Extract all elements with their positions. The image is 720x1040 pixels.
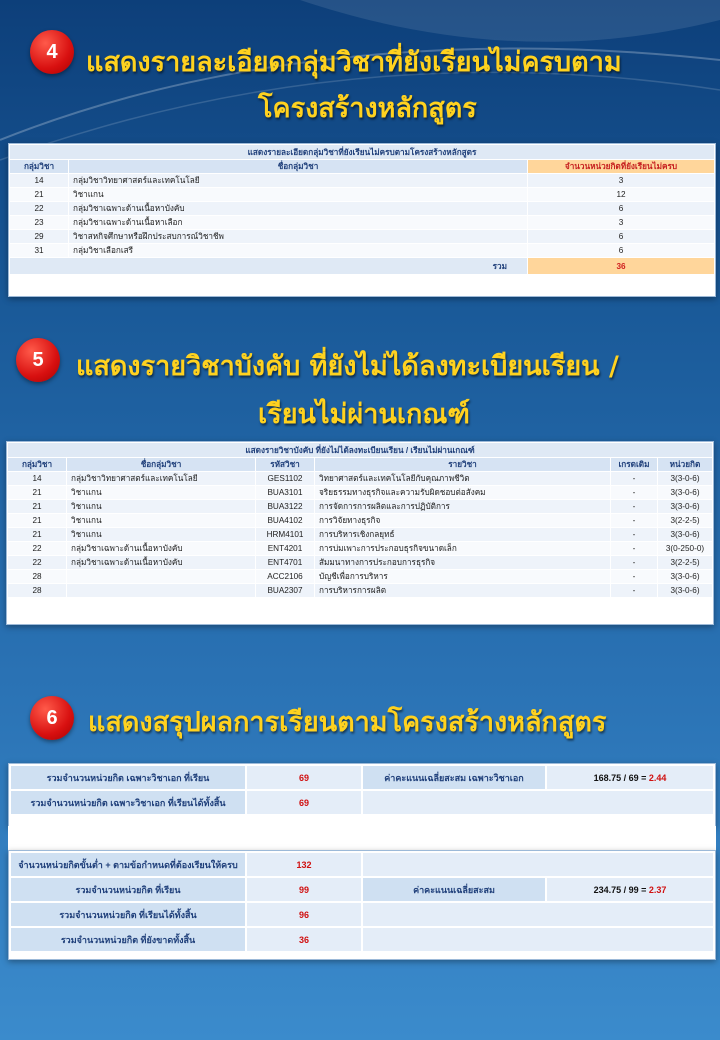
gpa-cell: [547, 878, 713, 901]
table-row: [8, 514, 712, 527]
passed-credits-label: รวมจำนวนหน่วยกิต ที่เรียนได้ทั้งสิ้น: [11, 903, 245, 926]
section-number-badge: 4: [30, 30, 74, 74]
cell-group: 22: [8, 542, 66, 555]
cell-credits: 12: [528, 188, 714, 201]
cell-group: 28: [8, 570, 66, 583]
column-header-grade: เกรดเดิม: [611, 458, 657, 471]
table-row: [8, 500, 712, 513]
cell-course: การบริหารเชิงกลยุทธ์: [315, 528, 610, 541]
cell-course: การบ่มเพาะการประกอบธุรกิจขนาดเล็ก: [315, 542, 610, 555]
cell-credit: 3(3-0-6): [658, 584, 712, 597]
table-row: [8, 584, 712, 597]
column-header-course: รายวิชา: [315, 458, 610, 471]
table-row: [10, 230, 714, 243]
table-row: [8, 570, 712, 583]
cell-course: วิทยาศาสตร์และเทคโนโลยีกับคุณภาพชีวิต: [315, 472, 610, 485]
column-header-group-name: ชื่อกลุ่มวิชา: [67, 458, 255, 471]
cell-code: HRM4101: [256, 528, 314, 541]
major-passed-value: 69: [247, 791, 361, 814]
empty-cell: [363, 903, 713, 926]
table-row: [10, 244, 714, 257]
cell-group: 31: [10, 244, 68, 257]
cell-grade: -: [611, 472, 657, 485]
section-4-header: [0, 0, 720, 140]
cell-group-name: วิชาแกน: [67, 528, 255, 541]
cell-code: BUA3122: [256, 500, 314, 513]
cell-credit: 3(3-0-6): [658, 472, 712, 485]
column-header-group: กลุ่มวิชา: [8, 458, 66, 471]
required-courses-panel: [6, 441, 714, 625]
cell-course: การวิจัยทางธุรกิจ: [315, 514, 610, 527]
cell-code: ENT4201: [256, 542, 314, 555]
cell-credit: 3(3-0-6): [658, 500, 712, 513]
total-label: รวม: [10, 258, 527, 274]
cell-group-name: กลุ่มวิชาวิทยาศาสตร์และเทคโนโลยี: [67, 472, 255, 485]
overall-summary-table: [9, 851, 715, 953]
empty-cell: [363, 853, 713, 876]
column-header-group: กลุ่มวิชา: [10, 160, 68, 173]
cell-group-name: กลุ่มวิชาเฉพาะด้านเนื้อหาบังคับ: [67, 542, 255, 555]
table-caption: แสดงรายวิชาบังคับ ที่ยังไม่ได้ลงทะเบียนเรียน / เรียนไม่ผ่านเกณฑ์: [8, 443, 712, 457]
cell-code: BUA2307: [256, 584, 314, 597]
table-row: [8, 542, 712, 555]
major-gpa-label: ค่าคะแนนเฉลี่ยสะสม เฉพาะวิชาเอก: [363, 766, 545, 789]
section-title: แสดงรายวิชาบังคับ ที่ยังไม่ได้ลงทะเบียนเรียน /: [76, 351, 619, 382]
cell-group-name: วิชาสหกิจศึกษาหรือฝึกประสบการณ์วิชาชีพ: [69, 230, 527, 243]
credits-missing-table: [9, 144, 715, 275]
cell-group-name: วิชาแกน: [67, 500, 255, 513]
cell-code: BUA3101: [256, 486, 314, 499]
cell-grade: -: [611, 542, 657, 555]
cell-credit: 3(3-0-6): [658, 528, 712, 541]
cell-group: 21: [8, 528, 66, 541]
section-title-line2: เรียนไม่ผ่านเกณฑ์: [258, 399, 470, 430]
cell-grade: -: [611, 528, 657, 541]
cell-code: GES1102: [256, 472, 314, 485]
cell-credits: 6: [528, 244, 714, 257]
cell-code: ENT4701: [256, 556, 314, 569]
table-row: [8, 486, 712, 499]
table-row: [10, 188, 714, 201]
cell-group: 28: [8, 584, 66, 597]
table-row: [8, 472, 712, 485]
table-row: [8, 556, 712, 569]
missing-credits-label: รวมจำนวนหน่วยกิต ที่ยังขาดทั้งสิ้น: [11, 928, 245, 951]
cell-group-name: [67, 570, 255, 583]
table-row: [8, 528, 712, 541]
summary-panel-overall: [8, 850, 716, 960]
total-row: [10, 258, 714, 274]
table-caption: แสดงรายละเอียดกลุ่มวิชาที่ยังเรียนไม่ครบตามโครงสร้างหลักสูตร: [10, 145, 714, 159]
section-number-badge: 5: [16, 338, 60, 382]
cell-grade: -: [611, 556, 657, 569]
credits-missing-panel: [8, 143, 716, 297]
cell-group-name: กลุ่มวิชาเฉพาะด้านเนื้อหาบังคับ: [67, 556, 255, 569]
gpa-label: ค่าคะแนนเฉลี่ยสะสม: [363, 878, 545, 901]
cell-group-name: วิชาแกน: [67, 486, 255, 499]
column-header-group-name: ชื่อกลุ่มวิชา: [69, 160, 527, 173]
cell-group: 21: [8, 500, 66, 513]
cell-credits: 3: [528, 174, 714, 187]
total-credits-value: 99: [247, 878, 361, 901]
table-row: [10, 216, 714, 229]
cell-grade: -: [611, 514, 657, 527]
major-gpa-value: 2.44: [648, 772, 667, 783]
cell-credit: 3(2-2-5): [658, 556, 712, 569]
cell-group-name: [67, 584, 255, 597]
table-row: [10, 174, 714, 187]
section-title: แสดงสรุปผลการเรียนตามโครงสร้างหลักสูตร: [88, 707, 607, 738]
cell-grade: -: [611, 486, 657, 499]
cell-group-name: กลุ่มวิชาเฉพาะด้านเนื้อหาบังคับ: [69, 202, 527, 215]
cell-group: 23: [10, 216, 68, 229]
section-6-header: [0, 690, 720, 750]
cell-grade: -: [611, 500, 657, 513]
cell-group: 21: [10, 188, 68, 201]
total-value: 36: [528, 258, 714, 274]
cell-group: 21: [8, 514, 66, 527]
cell-group-name: วิชาแกน: [69, 188, 527, 201]
major-summary-table: [9, 764, 715, 816]
summary-divider: [8, 826, 716, 851]
column-header-credits: จำนวนหน่วยกิตที่ยังเรียนไม่ครบ: [528, 160, 714, 173]
empty-cell: [363, 791, 713, 814]
passed-credits-value: 96: [247, 903, 361, 926]
cell-credit: 3(3-0-6): [658, 486, 712, 499]
cell-credit: 3(3-0-6): [658, 570, 712, 583]
cell-credits: 6: [528, 230, 714, 243]
major-total-value: 69: [247, 766, 361, 789]
required-courses-table: [7, 442, 713, 598]
cell-grade: -: [611, 584, 657, 597]
major-passed-label: รวมจำนวนหน่วยกิต เฉพาะวิชาเอก ที่เรียนได้ทั้งสิ้น: [11, 791, 245, 814]
cell-code: BUA4102: [256, 514, 314, 527]
cell-group-name: กลุ่มวิชาวิทยาศาสตร์และเทคโนโลยี: [69, 174, 527, 187]
cell-credits: 6: [528, 202, 714, 215]
min-credits-value: 132: [247, 853, 361, 876]
cell-course: สัมมนาทางการประกอบการธุรกิจ: [315, 556, 610, 569]
table-row: [10, 202, 714, 215]
cell-group: 14: [8, 472, 66, 485]
cell-course: การบริหารการผลิต: [315, 584, 610, 597]
cell-group: 29: [10, 230, 68, 243]
missing-credits-value: 36: [247, 928, 361, 951]
gpa-value: 2.37: [648, 884, 667, 895]
cell-credit: 3(2-2-5): [658, 514, 712, 527]
section-title-line2: โครงสร้างหลักสูตร: [258, 93, 477, 124]
major-gpa-calc: 168.75 / 69 =: [593, 772, 647, 783]
section-number-badge: 6: [30, 696, 74, 740]
summary-panel-major: [8, 763, 716, 827]
cell-code: ACC2106: [256, 570, 314, 583]
min-credits-label: จำนวนหน่วยกิตขั้นต่ำ + ตามข้อกำหนดที่ต้องเรียนให้ครบ: [11, 853, 245, 876]
cell-group-name: วิชาแกน: [67, 514, 255, 527]
gpa-calc: 234.75 / 99 =: [593, 884, 647, 895]
cell-course: การจัดการการผลิตและการปฏิบัติการ: [315, 500, 610, 513]
cell-group-name: กลุ่มวิชาเฉพาะด้านเนื้อหาเลือก: [69, 216, 527, 229]
cell-group: 14: [10, 174, 68, 187]
section-title: แสดงรายละเอียดกลุ่มวิชาที่ยังเรียนไม่ครบตาม: [86, 47, 622, 78]
cell-credit: 3(0-250-0): [658, 542, 712, 555]
cell-group-name: กลุ่มวิชาเลือกเสรี: [69, 244, 527, 257]
major-gpa-cell: [547, 766, 713, 789]
column-header-code: รหัสวิชา: [256, 458, 314, 471]
cell-group: 22: [8, 556, 66, 569]
column-header-credit: หน่วยกิต: [658, 458, 712, 471]
section-5-header: [0, 330, 720, 440]
total-credits-label: รวมจำนวนหน่วยกิต ที่เรียน: [11, 878, 245, 901]
cell-credits: 3: [528, 216, 714, 229]
cell-group: 21: [8, 486, 66, 499]
major-total-label: รวมจำนวนหน่วยกิต เฉพาะวิชาเอก ที่เรียน: [11, 766, 245, 789]
empty-cell: [363, 928, 713, 951]
cell-group: 22: [10, 202, 68, 215]
cell-course: จริยธรรมทางธุรกิจและความรับผิดชอบต่อสังคม: [315, 486, 610, 499]
cell-course: บัญชีเพื่อการบริหาร: [315, 570, 610, 583]
cell-grade: -: [611, 570, 657, 583]
